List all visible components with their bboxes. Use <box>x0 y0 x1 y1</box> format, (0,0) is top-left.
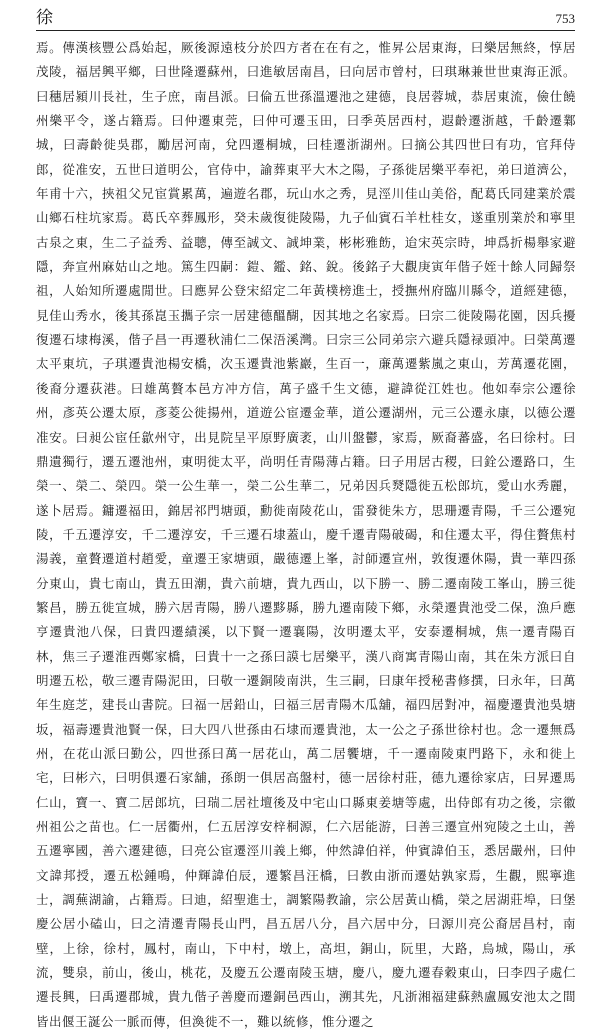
paragraph: 焉。傳漢核豐公爲始起，厥後源遠枝分於四方者在在有之，惟昇公居東海，曰樂居無終，惇居茂陵，福居興平鄉，曰世隆遷蘇州，曰進敏居南昌，曰向居市曾村，曰琪琳兼世世東海正派。曰穗居潁川長社，生子庶，南昌派。曰倫五世孫溫遷池之建德，良居蓉城，恭居東流，儉仕饒州樂平令，遂占籍焉。曰仲遷東莞，曰仲可遷玉田，曰季英居西村，遐齡遷浙越，千齡遷鄴城，曰壽齡徙吳郡，勵居河南，兌四遷桐城，曰桂遷浙湖州。曰摘公其四世曰有功，官拜侍郎，從准安，五世曰道明公，官侍中，諭葬東平大木之陽，子孫徙居樂平奉祀，弟曰道濟公，年甫十六，挾祖父兄宦賞累萬，遍遊名郡，玩山水之秀，見涇川佳山美俗，配葛氏同建業於震山鄉石柱坑家焉。葛氏卒葬鳳形，癸未歲復徙陵陽，九子仙賓石羊杜桂女，遂重別業於和寧里古泉之東，生二子益秀、益聰，傳至誠文、誠坤業，彬彬雅飭，迨宋英宗時，坤爲折楊舉家避隱，奔宣州麻姑山之地。篤生四嗣：鎧、鑑、銘、銳。後銘子大觀庚寅年偕子姪十餘人同歸祭祖，人始知所遷處閒世。曰應昇公登宋紹定二年黃樸榜進士，授撫州府臨川縣令，道經建德，見佳山秀水，後其孫崑玉攜子宗一居建德醞醐，因其地之名家焉。曰宗二徙陵陽花園，因兵擾復遷石埭梅溪，偕子昌一再遷秋浦仁二保浯溪灣。曰宗三公同弟宗六避兵隱禄頭冲。曰榮萬遷太平東坑，子琪遷貴池楊安橋，次玉遷貴池紫巖，生百一，亷萬遷紫嵐之東山，芳萬遷花園，後裔分遷荻港。曰雄萬贅本邑方冲方信，萬子盛千生文德，避諱從江姓也。他如奉宗公遷徐州，彥英公遷太原，彥菱公徙揚州，道遊公宦遷金華，道公遷湖州，元三公遷永康，以德公遷准安。曰昶公宦任歙州守，出見院呈平原野廣袤，山川盤鬱，家焉，厥裔蕃盛，名曰徐村。曰鼎遺獨行，遷五遷池州，東明徙太平，尚明任青陽薄占籍。曰子用居古稷，曰銓公遷路口，生榮一、榮二、榮四。榮一公生華一，榮二公生華二，兄弟因兵燹隱徙五松郎坑，愛山水秀麗，遂卜居焉。鏞遷福田，錦居祁門塘頭，勳徙南陵花山，雷發徙朱方，思珊遷青陽，千三公遷宛陵，千五遷淳安，千二遷淳安，千三遷石埭蓋山，慶千遷青陽破碣，和住遷太平，得住贅焦村湯義，童贅遷道村趙愛，童遷王家塘頭，嚴德遷上峯，討師遷宣州，敦復遷休陽，貴一華四孫分東山，貴七南山，貴五田潮，貴六前塘，貴九西山，以下勝一、勝二遷南陵工峯山，勝三徙繁昌，勝五徙宣城，勝六居青陽，勝八遷黟縣，勝九遷南陵下鄉，永榮遷貴池受二保，漁戶應亨遷貴池八保，曰貴四遷績溪，以下賢一遷襄陽，汝明遷太平，安泰遷桐城，焦一遷青陽百林，焦三子遷淮西鄭家橋，曰貴十一之孫曰謨七居樂平，漢八商寓青陽山南，其在朱方派曰自明遷五松，敬三遷青陽泥田，曰敬一遷銅陵南洪，生三嗣，曰康年授秘書修撰，曰永年，曰萬年生庭芝，建長山書院。曰福一居鉛山，曰福三居青陽木瓜舖，福四居對冲，福慶遷貴池吳塘坂，福壽遷貴池賢一保，曰大四八世孫由石埭而遷貴池，太一公之子孫世徐村也。念一遷無爲州，在花山派曰勤公，四世孫曰萬一居花山，萬二居饗塘，千一遷南陵東門路下，永和徙上宅，曰彬六，曰明俱遷石家舖，孫朗一俱居高盤村，德一居徐村莊，德九遷徐家店，曰昇遷馬仁山，寶一、寶二居郎坑，曰瑞二居社壇後及中宅山口縣東姜塘等處，出侍郎有功之後，宗徽州祖公之苗也。仁一居衢州，仁五居淳安梓桐源，仁六居能游，曰善三遷宣州宛陵之土山，善五遷寧國，善六遷建德，曰亮公宦遷涇川義上鄉，仲然諱伯祥，仲賓諱伯玉，悉居嚴州，曰仲文諱邦授，遷五松鍾鳴，仲輝諱伯辰，遷繁昌汪橋，曰教由浙而遷姑孰家焉，生觀，熙寧進士，調蕪湖諭，占籍焉。曰迪，紹聖進士，調繁陽教諭，宗公居黃山橋，榮之居湖莊埠，曰堡慶公居小磕山，曰之清遷青陽長山門，昌五居八分，昌六居中分，曰源川亮公裔居昌村，南壁，上徐，徐村，鳳村，南山，下中村，墩上，高坦，銅山，阮里，大路，烏城，陽山，承流，雙泉，前山，後山，桃花，及慶五公遷南陵玉塘，慶八，慶九遷春穀東山，曰李四子處仁遷長興，曰禹遷郡城，貴九偕子善慶而遷銅邑西山，溯其先，凡浙湘福建蘇熱盧鳳安池太之間皆出偃王誕公一脈而傳，但渙徙不一，難以統修，惟分遷之 <box>36 40 576 1029</box>
running-head-title: 徐 <box>36 8 53 28</box>
page-header <box>36 8 575 31</box>
page-number: 753 <box>555 11 575 26</box>
body-text <box>36 36 576 1034</box>
